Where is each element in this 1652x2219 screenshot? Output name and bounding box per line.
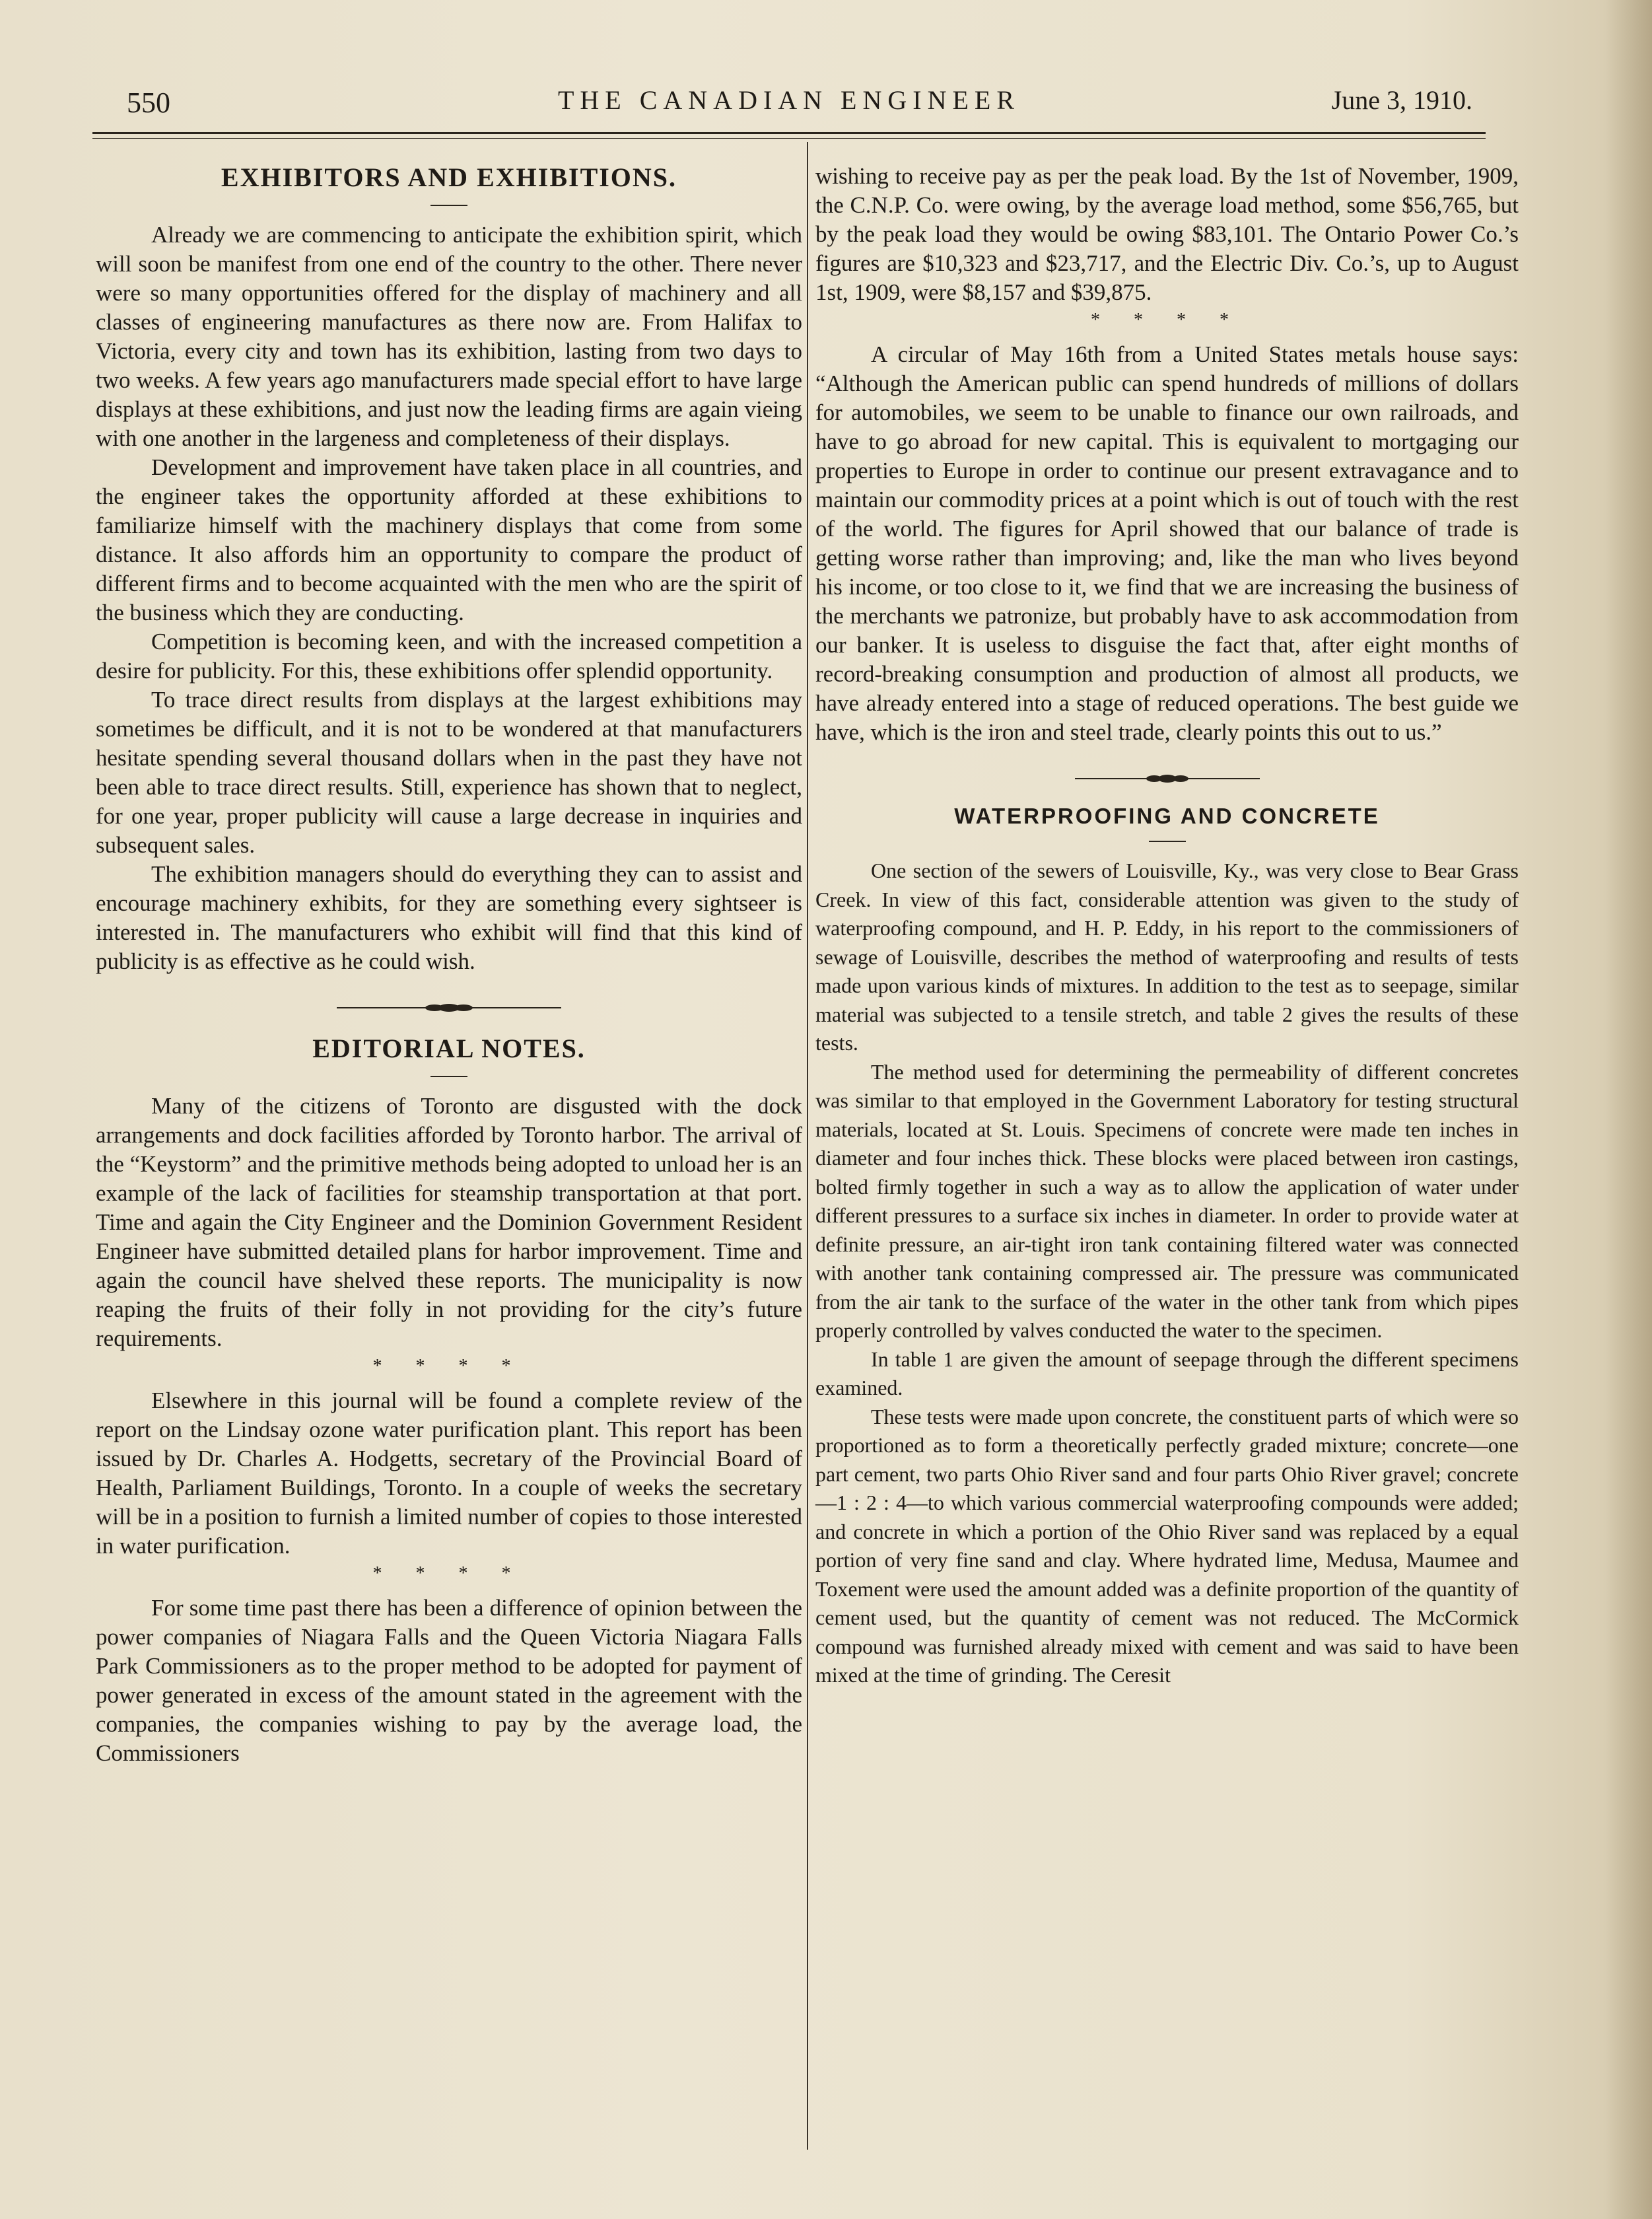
section-title: EDITORIAL NOTES. xyxy=(312,1034,586,1063)
article-title: WATERPROOFING AND CONCRETE xyxy=(954,804,1380,828)
exhibitors-article xyxy=(96,162,802,976)
paragraph: Many of the citizens of Toronto are disgusted with the dock arrangements and dock facilities afforded by Toronto harbor. The arrival of the “Keystorm” and the primitive methods being adopted to unload her is an example of the lack of facilities for steamship transportation at that port. Time and again the City Engineer and the Dominion Government Resident Engineer have submitted detailed plans for harbor improvement. Time and again the council have shelved these reports. The municipality is now reaping the fruits of their folly in not providing for the city’s future requirements. xyxy=(96,1093,802,1351)
section-break-stars: * * * * xyxy=(1091,310,1243,330)
section-break-stars: * * * * xyxy=(372,1563,526,1584)
issue-date: June 3, 1910. xyxy=(1331,85,1472,115)
binding-shadow xyxy=(1606,0,1652,2219)
paragraph: The method used for determining the permeability of different concretes was similar to that employed in the Government Laboratory for testing structural materials, located at St. Louis. Specimens of concrete were made ten inches in diameter and four inches thick. These blocks were placed between iron castings, bolted firmly together in such a way as to allow the application of water under different pressures to a surface six inches in diameter. In order to provide water at definite pressure, an air-tight iron tank containing filtered water was connected with another tank containing compressed air. The pressure was communicated from the air tank to the surface of the water in the other tank from which pipes properly controlled by valves conducted the water to the specimen. xyxy=(815,1059,1519,1342)
paragraph: A circular of May 16th from a United States metals house says: “Although the American public can spend hundreds of millions of dollars for automobiles, we seem to be unable to finance our own railroads, and have to go abroad for new capital. This is equivalent to mortgaging our properties to Europe in order to continue our present extravagance and to maintain our commodity prices at a point which is out of touch with the rest of the world. The figures for April showed that our balance of trade is getting worse rather than improving; and, like the man who lives beyond his income, or too close to it, we find that we are increasing the business of the merchants we patronize, but probably have to ask accommodation from our banker. It is useless to disguise the fact that, after eight months of record-breaking consumption and production of almost all products, we have already entered into a stage of reduced operations. The best guide we have, which is the iron and steel trade, clearly points this out to us.” xyxy=(815,341,1519,745)
editorial-notes xyxy=(96,1033,802,1768)
paragraph: Elsewhere in this journal will be found a complete review of the report on the Lindsay ozone water purification plant. This report has been issued by Dr. Charles A. Hodgetts, secretary of the Provincial Board of Health, Parliament Buildings, Toronto. In a couple of weeks the secretary will be in a position to furnish a limited number of copies to those interested in water purification. xyxy=(96,1388,802,1559)
paragraph: Already we are commencing to anticipate the exhibition spirit, which will soon be manifest from one end of the country to the other. There never were so many opportunities offered for the display of machinery and all classes of engineering manufactures as there now are. From Halifax to Victoria, every city and town has its exhibition, lasting from two days to two weeks. A few years ago manufacturers made special effort to have large displays at these exhibitions, and just now the leading firms are again vieing with one another in the largeness and completeness of their displays. xyxy=(96,222,802,451)
title-rule xyxy=(430,205,467,206)
paragraph-continued: wishing to receive pay as per the peak load. By the 1st of November, 1909, the C.N.P. Co. were owing, by the average load method, some $56,765, but by the peak load they would be owing $83,101. The Ontario Power Co.’s figures are $10,323 and $23,717, and the Electric Div. Co.’s, up to August 1st, 1909, were $8,157 and $39,875. xyxy=(815,163,1519,305)
header-rule-thin xyxy=(92,138,1486,139)
right-column xyxy=(815,162,1519,1690)
paragraph: Development and improvement have taken place in all countries, and the engineer takes the opportunity afforded at these exhibitions to familiarize himself with the machinery displays that come from some distance. It also affords him an opportunity to compare the product of different firms and to become acquainted with the men who are the spirit of the business which they are conducting. xyxy=(96,454,802,625)
ornament-divider xyxy=(1075,773,1260,784)
header-rule xyxy=(92,132,1486,134)
journal-title: THE CANADIAN ENGINEER xyxy=(557,85,1021,115)
title-rule xyxy=(1149,841,1186,842)
page-header xyxy=(92,78,1486,124)
page-number: 550 xyxy=(127,87,170,119)
waterproofing-article xyxy=(815,804,1519,1690)
paragraph: In table 1 are given the amount of seepage through the different specimens examined. xyxy=(815,1347,1519,1399)
article-title: EXHIBITORS AND EXHIBITIONS. xyxy=(221,162,677,192)
section-break-stars: * * * * xyxy=(372,1356,526,1376)
paragraph: To trace direct results from displays at the largest exhibitions may sometimes be difficult, and it is not to be wondered at that manufacturers hesitate spending several thousand dollars when in the past they have not been able to trace direct results. Still, experience has shown that to neglect, for one year, proper publicity will cause a large decrease in inquiries and subsequent sales. xyxy=(96,687,802,858)
paragraph: Competition is becoming keen, and with the increased competition a desire for publicity. For this, these exhibitions offer splendid opportunity. xyxy=(96,629,802,684)
paragraph: One section of the sewers of Louisville, Ky., was very close to Bear Grass Creek. In view of this fact, considerable attention was given to the study of waterproofing compound, and H. P. Eddy, in his report to the commissioners of sewage of Louisville, describes the method of waterproofing and results of tests made upon various kinds of mixtures. In addition to the test as to seepage, similar material was subjected to a tensile stretch, and table 2 gives the results of these tests. xyxy=(815,859,1519,1055)
paragraph: For some time past there has been a difference of opinion between the power companies of Niagara Falls and the Queen Victoria Niagara Falls Park Commissioners as to the proper method to be adopted for payment of power generated in excess of the amount stated in the agreement with the companies, the companies wishing to pay by the average load, the Commissioners xyxy=(96,1595,802,1766)
ornament-divider xyxy=(337,1003,561,1013)
paragraph: The exhibition managers should do everything they can to assist and encourage machinery exhibits, for they are something every sightseer is interested in. The manufacturers who exhibit will find that this kind of publicity is as effective as he could wish. xyxy=(96,861,802,974)
paragraph: These tests were made upon concrete, the constituent parts of which were so proportioned as to form a theoretically perfectly graded mixture; concrete—one part cement, two parts Ohio River sand and four parts Ohio River gravel; concrete—1 : 2 : 4—to which various commercial waterproofing compounds were added; and concrete in which a portion of the Ohio River sand was replaced by a equal portion of very fine sand and clay. Where hydrated lime, Medusa, Maumee and Toxement were used the amount added was a definite proportion of the quantity of cement used, but the quantity of cement was not reduced. The McCormick compound was furnished already mixed with cement and was said to have been mixed at the time of grinding. The Ceresit xyxy=(815,1404,1519,1687)
left-column xyxy=(96,162,802,1768)
column-divider xyxy=(807,142,808,2150)
title-rule xyxy=(430,1076,467,1077)
